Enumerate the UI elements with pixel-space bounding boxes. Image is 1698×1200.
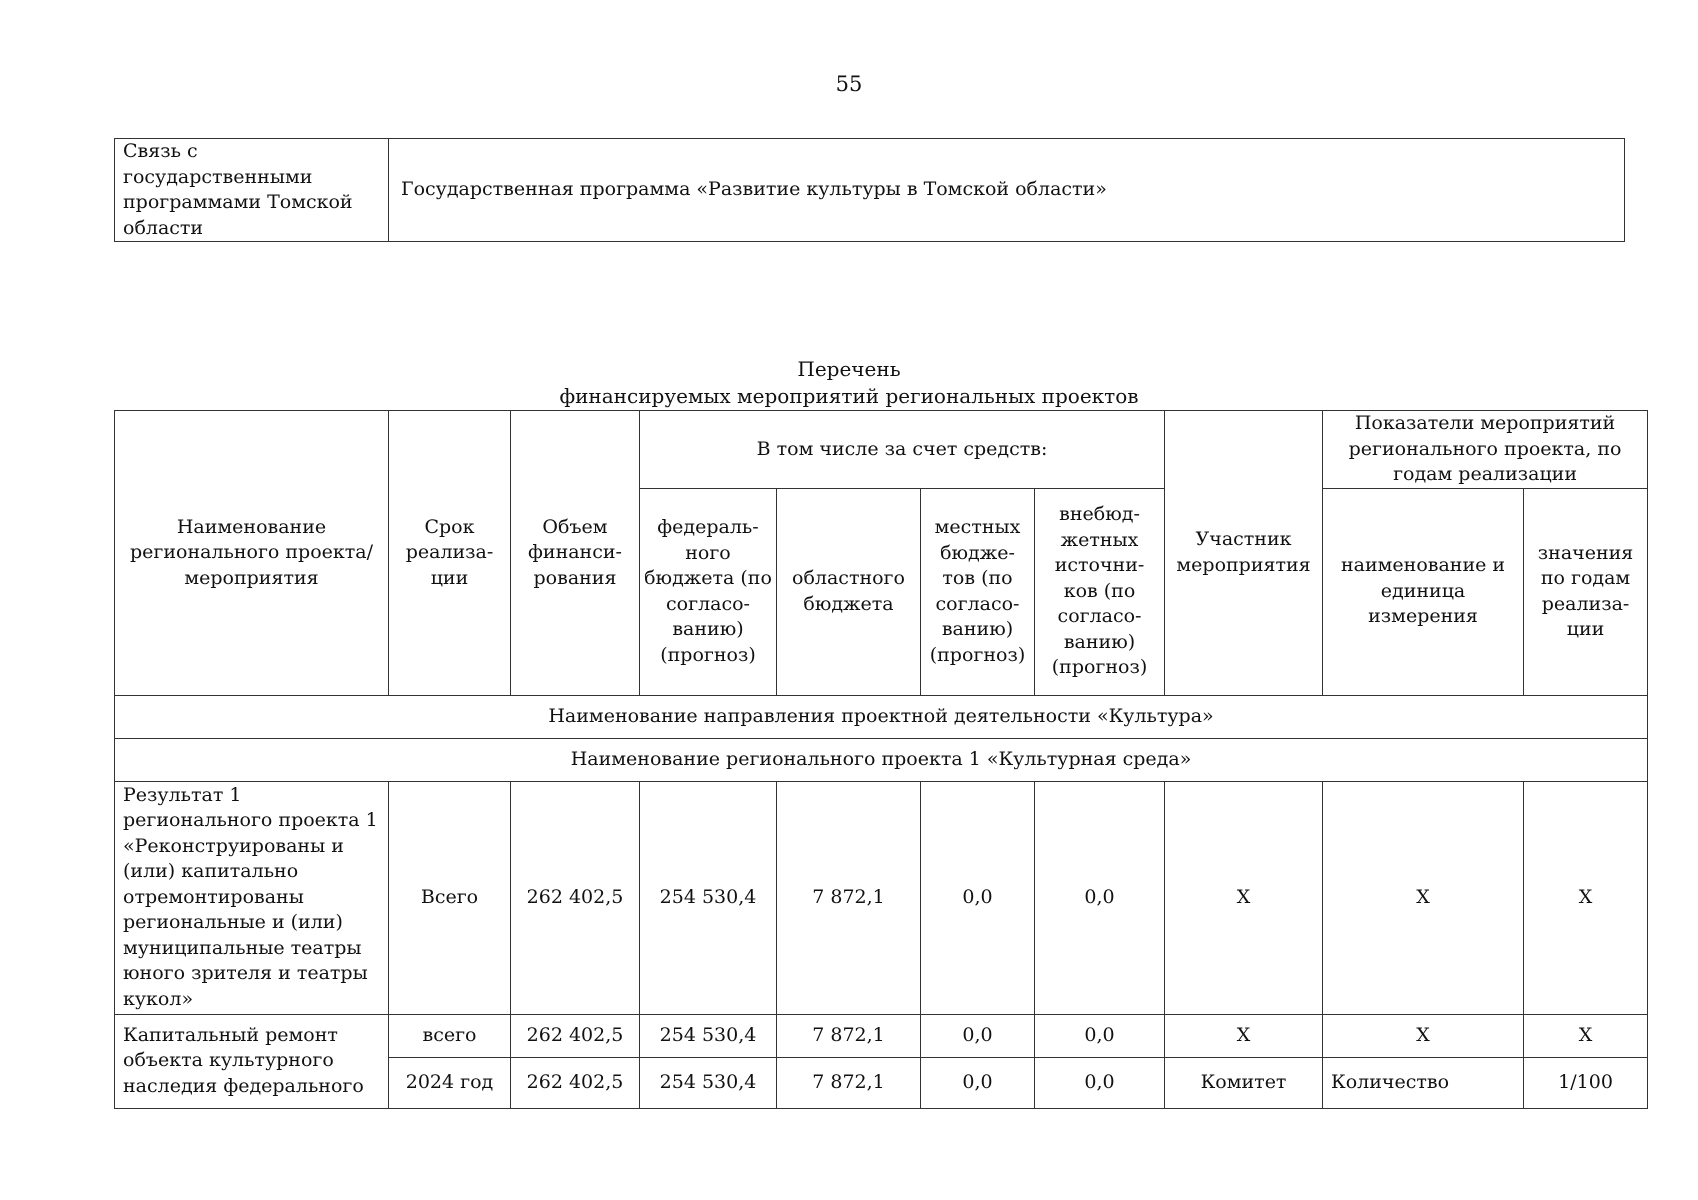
header-name: Наименование регионального проекта/ мероприятия: [115, 411, 389, 696]
repair-indicator-values: Х: [1524, 1014, 1648, 1057]
list-title: [0, 356, 1698, 410]
repair-participant: Х: [1165, 1014, 1323, 1057]
repair-federal: 254 530,4: [640, 1057, 777, 1108]
header-including: В том числе за счет средств:: [640, 411, 1165, 489]
repair-volume: 262 402,5: [511, 1057, 640, 1108]
result-regional: 7 872,1: [777, 781, 921, 1014]
header-extrabudget: внебюд-жетных источни-ков (по согласо-ванию) (прогноз): [1035, 488, 1165, 695]
result-name: Результат 1 регионального проекта 1 «Реконструированы и (или) капитально отремонтированы региональные и (или) муниципальные театры юного зрителя и театры кукол»: [115, 781, 389, 1014]
header-volume: Объем финанси-рования: [511, 411, 640, 696]
result-extrabudget: 0,0: [1035, 781, 1165, 1014]
repair-local: 0,0: [921, 1057, 1035, 1108]
result-federal: 254 530,4: [640, 781, 777, 1014]
table-row: [115, 1014, 1648, 1057]
header-indicator-values: значения по годам реализа-ции: [1524, 488, 1648, 695]
repair-term: 2024 год: [389, 1057, 511, 1108]
list-title-line1: Перечень: [797, 357, 901, 381]
list-title-line2: финансируемых мероприятий региональных проектов: [559, 384, 1139, 408]
project-row: [115, 738, 1648, 781]
direction-title: Наименование направления проектной деятельности «Культура»: [115, 695, 1648, 738]
header-local: местных бюдже-тов (по согласо-ванию) (прогноз): [921, 488, 1035, 695]
program-link-value: Государственная программа «Развитие культуры в Томской области»: [389, 139, 1625, 242]
repair-regional: 7 872,1: [777, 1057, 921, 1108]
program-link-row: [115, 139, 1625, 242]
header-regional: областного бюджета: [777, 488, 921, 695]
repair-extrabudget: 0,0: [1035, 1057, 1165, 1108]
page-number: 55: [835, 72, 863, 96]
repair-regional: 7 872,1: [777, 1014, 921, 1057]
header-federal: федераль-ного бюджета (по согласо-ванию) (прогноз): [640, 488, 777, 695]
header-row-1: [115, 411, 1648, 489]
result-participant: Х: [1165, 781, 1323, 1014]
program-link-label: Связь с государственными программами Томской области: [115, 139, 389, 242]
result-indicator-name: Х: [1323, 781, 1524, 1014]
result-term: Всего: [389, 781, 511, 1014]
project-title: Наименование регионального проекта 1 «Культурная среда»: [115, 738, 1648, 781]
result-local: 0,0: [921, 781, 1035, 1014]
result-volume: 262 402,5: [511, 781, 640, 1014]
repair-term: всего: [389, 1014, 511, 1057]
header-participant: Участник мероприятия: [1165, 411, 1323, 696]
table-row: [115, 781, 1648, 1014]
repair-local: 0,0: [921, 1014, 1035, 1057]
repair-federal: 254 530,4: [640, 1014, 777, 1057]
activities-table: [114, 410, 1648, 1109]
repair-volume: 262 402,5: [511, 1014, 640, 1057]
repair-indicator-name: Количество: [1323, 1057, 1524, 1108]
direction-row: [115, 695, 1648, 738]
repair-indicator-name: Х: [1323, 1014, 1524, 1057]
repair-name: Капитальный ремонт объекта культурного наследия федерального: [115, 1014, 389, 1108]
header-term: Срок реализа-ции: [389, 411, 511, 696]
header-indicators: Показатели мероприятий регионального проекта, по годам реализации: [1323, 411, 1648, 489]
repair-participant: Комитет: [1165, 1057, 1323, 1108]
result-indicator-values: Х: [1524, 781, 1648, 1014]
header-indicator-name: наименование и единица измерения: [1323, 488, 1524, 695]
program-link-table: [114, 138, 1625, 242]
repair-indicator-values: 1/100: [1524, 1057, 1648, 1108]
repair-extrabudget: 0,0: [1035, 1014, 1165, 1057]
